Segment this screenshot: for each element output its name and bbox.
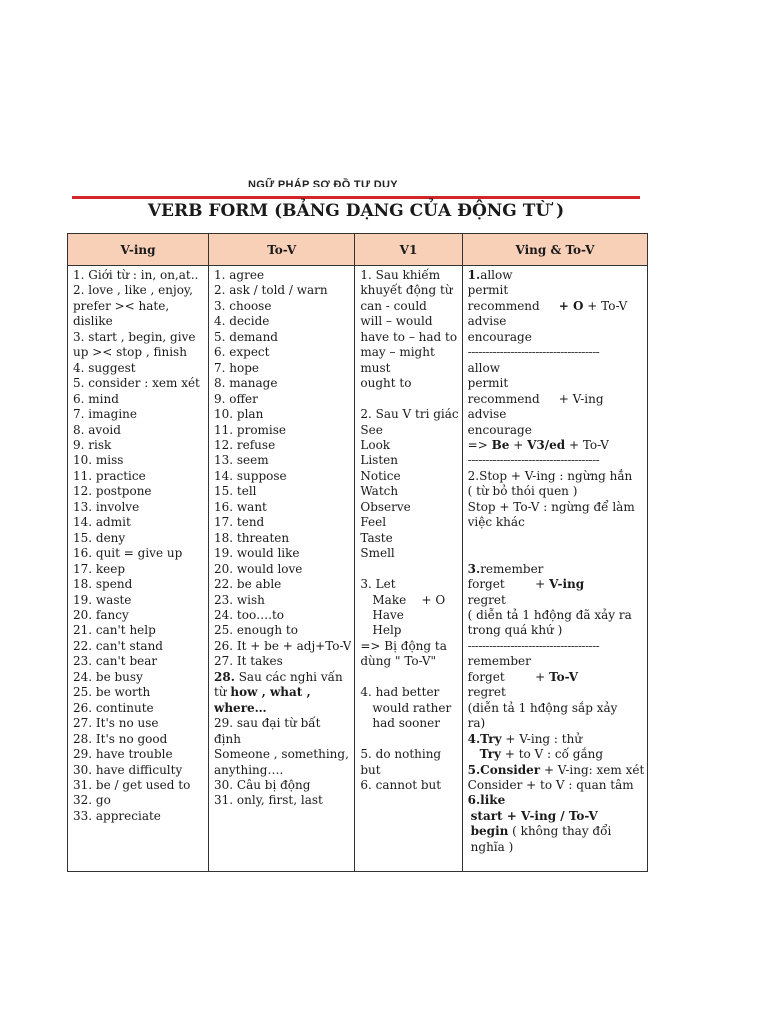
list-item <box>214 670 351 685</box>
item-text: allow <box>480 268 513 282</box>
item-emphasis: V-ing <box>549 577 585 592</box>
list-item: regret <box>467 685 506 700</box>
list-item: 27. It's no use <box>73 716 159 731</box>
ving-list <box>73 268 205 824</box>
list-item: 26. It + be + adj+To-V <box>214 638 352 653</box>
item-emphasis: + O <box>558 298 584 313</box>
list-item: recommend + V-ing <box>467 391 604 406</box>
list-item: but <box>360 762 381 777</box>
list-item: => Bị động ta <box>360 638 447 653</box>
list-item <box>468 824 645 839</box>
list-item: 10. plan <box>214 407 264 422</box>
item-text: remember <box>480 561 544 576</box>
list-item: 22. can't stand <box>73 638 163 653</box>
list-item: ( diễn tả 1 hđộng đã xảy ra <box>467 607 632 622</box>
list-item: 19. would like <box>214 546 300 561</box>
list-item <box>468 299 645 314</box>
list-item <box>468 577 645 592</box>
list-item: allow <box>467 360 500 375</box>
list-item: dùng " To-V" <box>360 654 437 669</box>
list-item: 3. start , begin, give <box>73 329 196 344</box>
list-item: anything…. <box>214 762 284 777</box>
blank-line <box>360 392 458 407</box>
list-item: 13. involve <box>73 499 140 514</box>
list-item: 31. be / get used to <box>73 777 191 792</box>
list-item: have to – had to <box>360 329 458 344</box>
list-item: ra) <box>467 716 486 731</box>
list-item: 2. ask / told / warn <box>214 283 328 298</box>
list-item: 1. agree <box>214 268 265 282</box>
list-item: remember <box>467 654 531 669</box>
red-divider <box>72 196 640 199</box>
list-item: trong quá khứ ) <box>467 623 563 638</box>
list-item: định <box>214 731 241 746</box>
list-item: encourage <box>467 329 532 344</box>
list-item: 27. It takes <box>214 654 283 669</box>
column-header-ving-tov: Ving & To-V <box>462 234 648 266</box>
blank-line <box>360 732 458 747</box>
list-item: 13. seem <box>214 453 269 468</box>
list-item: permit <box>467 283 509 298</box>
list-item: Have <box>372 607 404 622</box>
list-item: 8. manage <box>214 376 278 391</box>
list-item: 6. expect <box>214 345 270 360</box>
list-item: 30. Câu bị động <box>214 777 311 792</box>
list-item: 5. demand <box>214 329 278 344</box>
list-item: 2.Stop + V-ing : ngừng hẳn <box>467 468 633 483</box>
list-item: 23. can't bear <box>73 654 158 669</box>
column-ving-cell <box>68 266 209 872</box>
list-item: 26. continute <box>73 700 154 715</box>
dashed-separator: ------------------------------------- <box>467 345 600 360</box>
list-item: Smell <box>360 546 395 561</box>
item-text: + To-V <box>565 437 609 452</box>
list-item: advise <box>467 407 507 422</box>
list-item: 1. Giới từ : in, on,at.. <box>73 268 199 282</box>
item-text: Sau các nghi vấn <box>234 669 343 684</box>
list-item: must <box>360 360 391 375</box>
list-item <box>468 670 645 685</box>
item-text: + <box>509 437 528 452</box>
blank-line <box>468 546 645 561</box>
list-item <box>468 268 645 283</box>
list-item: 11. promise <box>214 422 287 437</box>
item-text: ( không thay đổi <box>508 824 612 839</box>
list-item: 14. suppose <box>214 468 287 483</box>
list-item: 6.like <box>467 793 506 808</box>
item-emphasis: how , what , <box>230 685 311 700</box>
list-item: advise <box>467 314 507 329</box>
list-item: việc khác <box>467 515 525 530</box>
list-item: See <box>360 422 383 437</box>
column-header-ving: V-ing <box>68 234 209 266</box>
list-item: 17. tend <box>214 515 265 530</box>
list-item: 16. quit = give up <box>73 546 183 561</box>
list-item: 24. be busy <box>73 669 143 684</box>
column-v1-cell <box>355 266 462 872</box>
list-item: 12. postpone <box>73 484 152 499</box>
item-emphasis: Be <box>491 437 510 452</box>
item-text: + To-V <box>583 298 628 313</box>
list-item: where… <box>214 700 267 715</box>
page-title: VERB FORM (BẢNG DẠNG CỦA ĐỘNG TỪ ) <box>147 201 565 221</box>
list-item: 33. appreciate <box>73 808 161 823</box>
item-emphasis: Try <box>479 747 502 762</box>
verb-form-table <box>67 233 648 872</box>
list-item <box>468 438 645 453</box>
list-item: ought to <box>360 376 412 391</box>
list-item: nghĩa ) <box>470 839 514 854</box>
list-item <box>468 732 645 747</box>
list-item: 15. deny <box>73 530 126 545</box>
list-item: 11. practice <box>73 468 146 483</box>
list-item: 31. only, first, last <box>214 793 323 808</box>
list-item: 2. Sau V tri giác <box>360 407 459 422</box>
list-item: would rather <box>372 700 452 715</box>
list-item: Feel <box>360 515 387 530</box>
list-item: (diễn tả 1 hđộng sắp xảy <box>467 700 618 715</box>
column-ving-tov-cell <box>462 266 648 872</box>
item-number: 1. <box>467 268 481 282</box>
list-item: 7. imagine <box>73 407 137 422</box>
list-item <box>468 562 645 577</box>
list-item: 21. can't help <box>73 623 156 638</box>
list-item <box>468 747 645 762</box>
list-item: 7. hope <box>214 360 259 375</box>
item-text: + V-ing: xem xét <box>540 762 645 777</box>
item-emphasis: 5.Consider <box>467 762 541 777</box>
list-item: 3. Let <box>360 577 396 592</box>
list-item: 12. refuse <box>214 437 276 452</box>
list-item: Consider + to V : quan tâm <box>467 777 634 792</box>
list-item: may – might <box>360 345 435 360</box>
item-text: từ <box>214 685 231 700</box>
list-item: had sooner <box>372 716 440 731</box>
list-item: 6. mind <box>73 391 119 406</box>
blank-line <box>360 670 458 685</box>
list-item: khuyết động từ <box>360 283 453 298</box>
dashed-separator: ------------------------------------- <box>467 638 600 653</box>
item-text: recommend <box>467 298 559 313</box>
list-item: 25. be worth <box>73 685 151 700</box>
column-header-tov: To-V <box>209 234 355 266</box>
list-item: Taste <box>360 530 393 545</box>
list-item: 2. love , like , enjoy, <box>73 283 193 298</box>
list-item: 19. waste <box>73 592 132 607</box>
dashed-separator: ------------------------------------- <box>467 453 600 468</box>
list-item: Look <box>360 437 391 452</box>
list-item: 32. go <box>73 793 111 808</box>
list-item: 16. want <box>214 499 267 514</box>
item-text: + to V : cố gắng <box>501 747 604 762</box>
item-text: forget + <box>467 669 550 684</box>
list-item: Someone , something, <box>214 747 349 762</box>
list-item: Help <box>372 623 402 638</box>
list-item <box>468 763 645 778</box>
list-item: Make + O <box>372 592 446 607</box>
item-emphasis: V3/ed <box>527 437 566 452</box>
column-tov-cell <box>209 266 355 872</box>
blank-line <box>468 531 645 546</box>
list-item: 20. fancy <box>73 607 129 622</box>
list-item: 18. threaten <box>214 530 290 545</box>
blank-line <box>360 562 458 577</box>
document-subtitle: NGỮ PHÁP SƠ ĐỒ TƯ DUY <box>248 179 398 187</box>
list-item: 5. do nothing <box>360 747 442 762</box>
list-item: Watch <box>360 484 399 499</box>
list-item: 14. admit <box>73 515 131 530</box>
item-emphasis: 4.Try <box>467 731 502 746</box>
list-item: 6. cannot but <box>360 777 442 792</box>
table-body-row <box>68 266 648 872</box>
list-item: 15. tell <box>214 484 257 499</box>
list-item: 28. It's no good <box>73 731 168 746</box>
list-item: 30. have difficulty <box>73 762 183 777</box>
list-item: 4. suggest <box>73 360 136 375</box>
list-item: Notice <box>360 468 401 483</box>
list-item: Observe <box>360 499 411 514</box>
list-item: permit <box>467 376 509 391</box>
list-item: 9. offer <box>214 391 258 406</box>
list-item: dislike <box>73 314 113 329</box>
list-item: ( từ bỏ thói quen ) <box>467 484 578 499</box>
list-item: 29. sau đại từ bất <box>214 716 321 731</box>
list-item: up >< stop , finish <box>73 345 187 360</box>
list-item: 9. risk <box>73 437 112 452</box>
list-item <box>214 685 351 700</box>
list-item: can - could <box>360 298 427 313</box>
list-item: 24. too….to <box>214 607 285 622</box>
list-item: will – would <box>360 314 433 329</box>
list-item: 3. choose <box>214 298 272 313</box>
list-item: encourage <box>467 422 532 437</box>
item-emphasis: To-V <box>549 669 579 684</box>
item-text: => <box>467 437 492 452</box>
list-item: Listen <box>360 453 398 468</box>
list-item: 29. have trouble <box>73 747 173 762</box>
list-item: 10. miss <box>73 453 124 468</box>
list-item: 18. spend <box>73 577 133 592</box>
table-header-row <box>68 234 648 266</box>
list-item: 5. consider : xem xét <box>73 376 200 391</box>
list-item: 4. had better <box>360 685 440 700</box>
list-item: Stop + To-V : ngừng để làm <box>467 499 635 514</box>
list-item: 17. keep <box>73 561 126 576</box>
item-text: + V-ing : thử <box>501 731 583 746</box>
column-header-v1: V1 <box>355 234 462 266</box>
list-item: 23. wish <box>214 592 265 607</box>
list-item: 8. avoid <box>73 422 121 437</box>
item-number: 3. <box>467 561 481 576</box>
list-item: 20. would love <box>214 561 303 576</box>
list-item: 22. be able <box>214 577 282 592</box>
list-item: 4. decide <box>214 314 270 329</box>
list-item: 1. Sau khiếm <box>360 268 441 282</box>
list-item: 25. enough to <box>214 623 298 638</box>
item-emphasis: begin <box>470 824 509 839</box>
item-number: 28. <box>214 669 235 684</box>
list-item: prefer >< hate, <box>73 298 170 313</box>
list-item: regret <box>467 592 506 607</box>
item-text: forget + <box>467 577 550 592</box>
list-item: start + V-ing / To-V <box>470 808 598 823</box>
